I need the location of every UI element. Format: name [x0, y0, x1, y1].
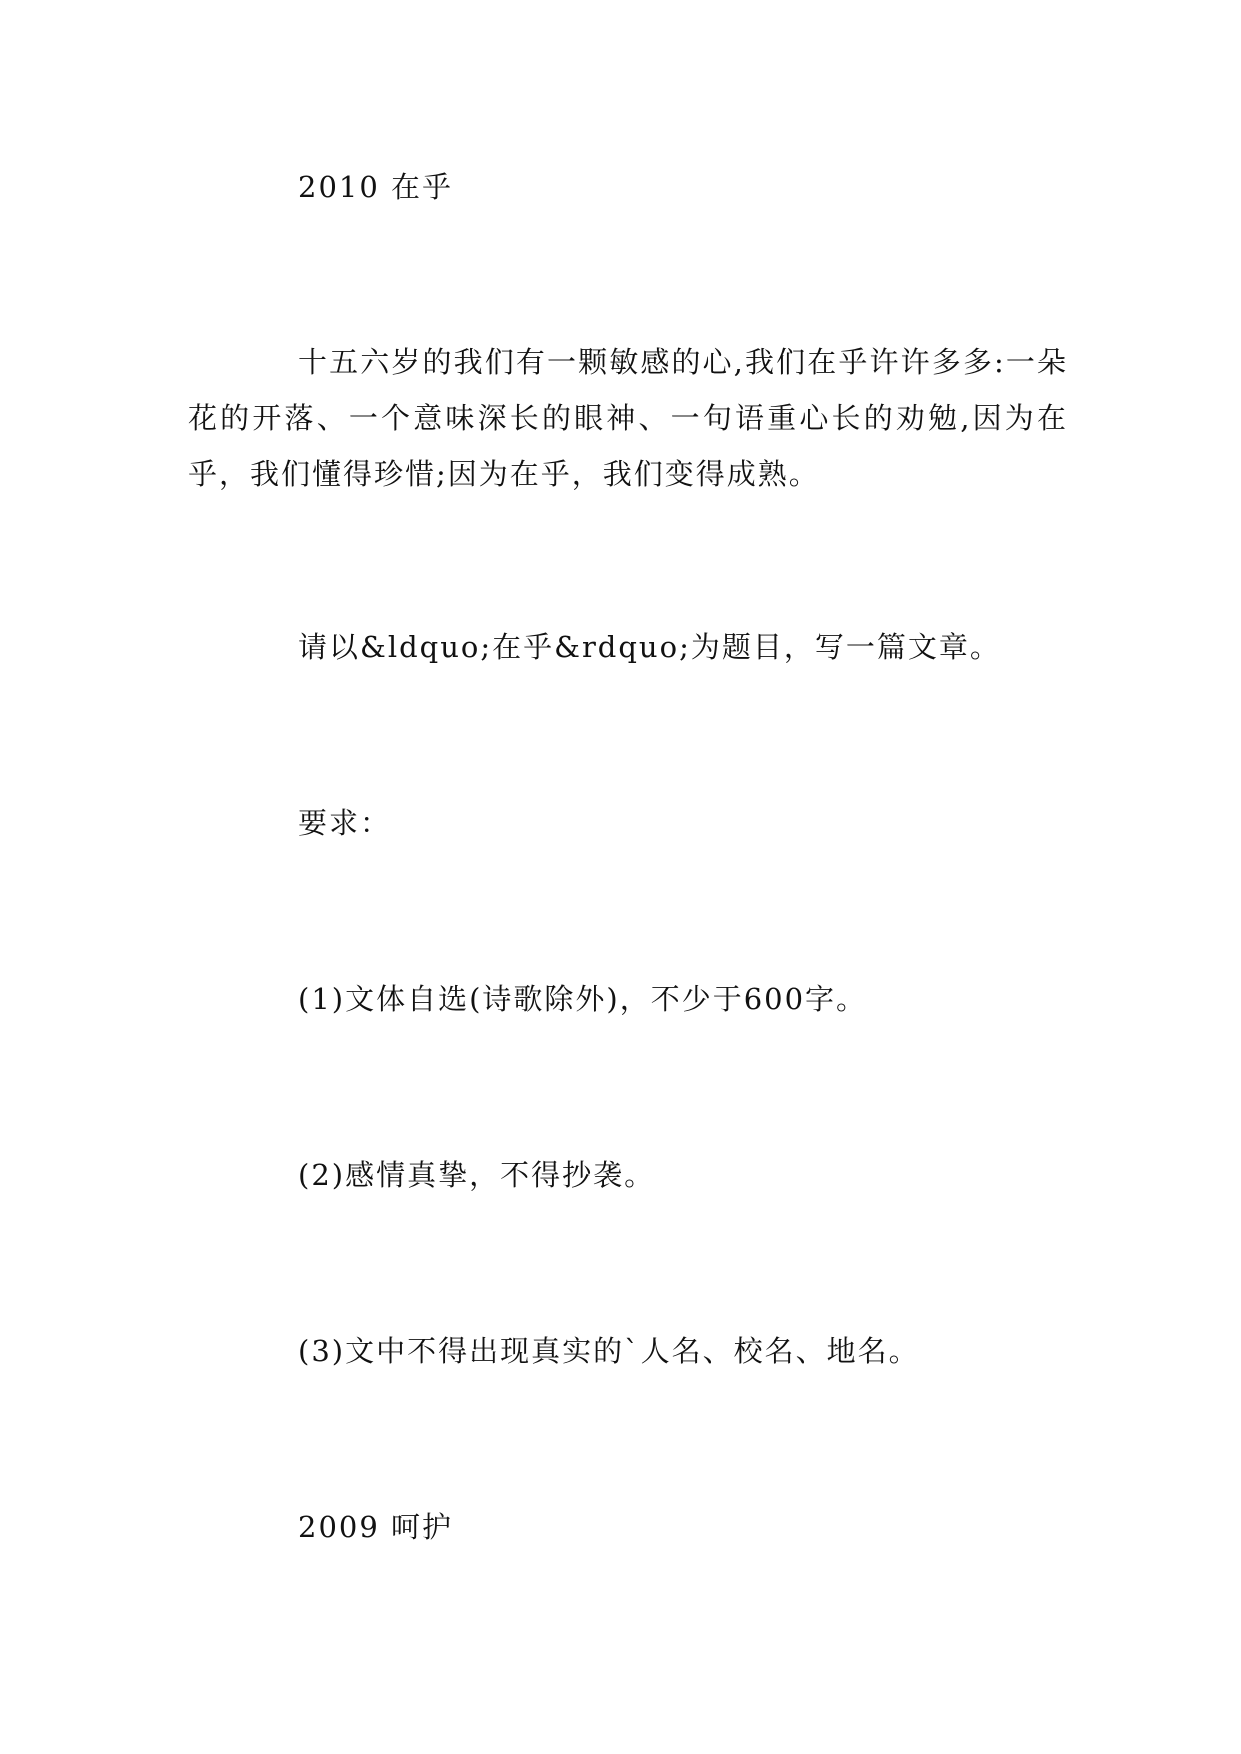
requirement-3: (3)文中不得出现真实的`人名、校名、地名。 — [298, 1334, 920, 1368]
requirements-label: 要求： — [298, 806, 392, 840]
requirement-2: (2)感情真挚，不得抄袭。 — [298, 1158, 656, 1192]
heading-2010: 2010 在乎 — [298, 170, 454, 204]
requirement-1: (1)文体自选(诗歌除外)，不少于600字。 — [298, 982, 868, 1016]
heading-2009: 2009 呵护 — [298, 1510, 454, 1544]
intro-paragraph: 十五六岁的我们有一颗敏感的心,我们在乎许许多多:一朵花的开落、一个意味深长的眼神、一句语重心长的劝勉,因为在乎，我们懂得珍惜;因为在乎，我们变得成熟。 — [188, 345, 1068, 491]
essay-prompt: 请以&ldquo;在乎&rdquo;为题目，写一篇文章。 — [298, 630, 1001, 664]
